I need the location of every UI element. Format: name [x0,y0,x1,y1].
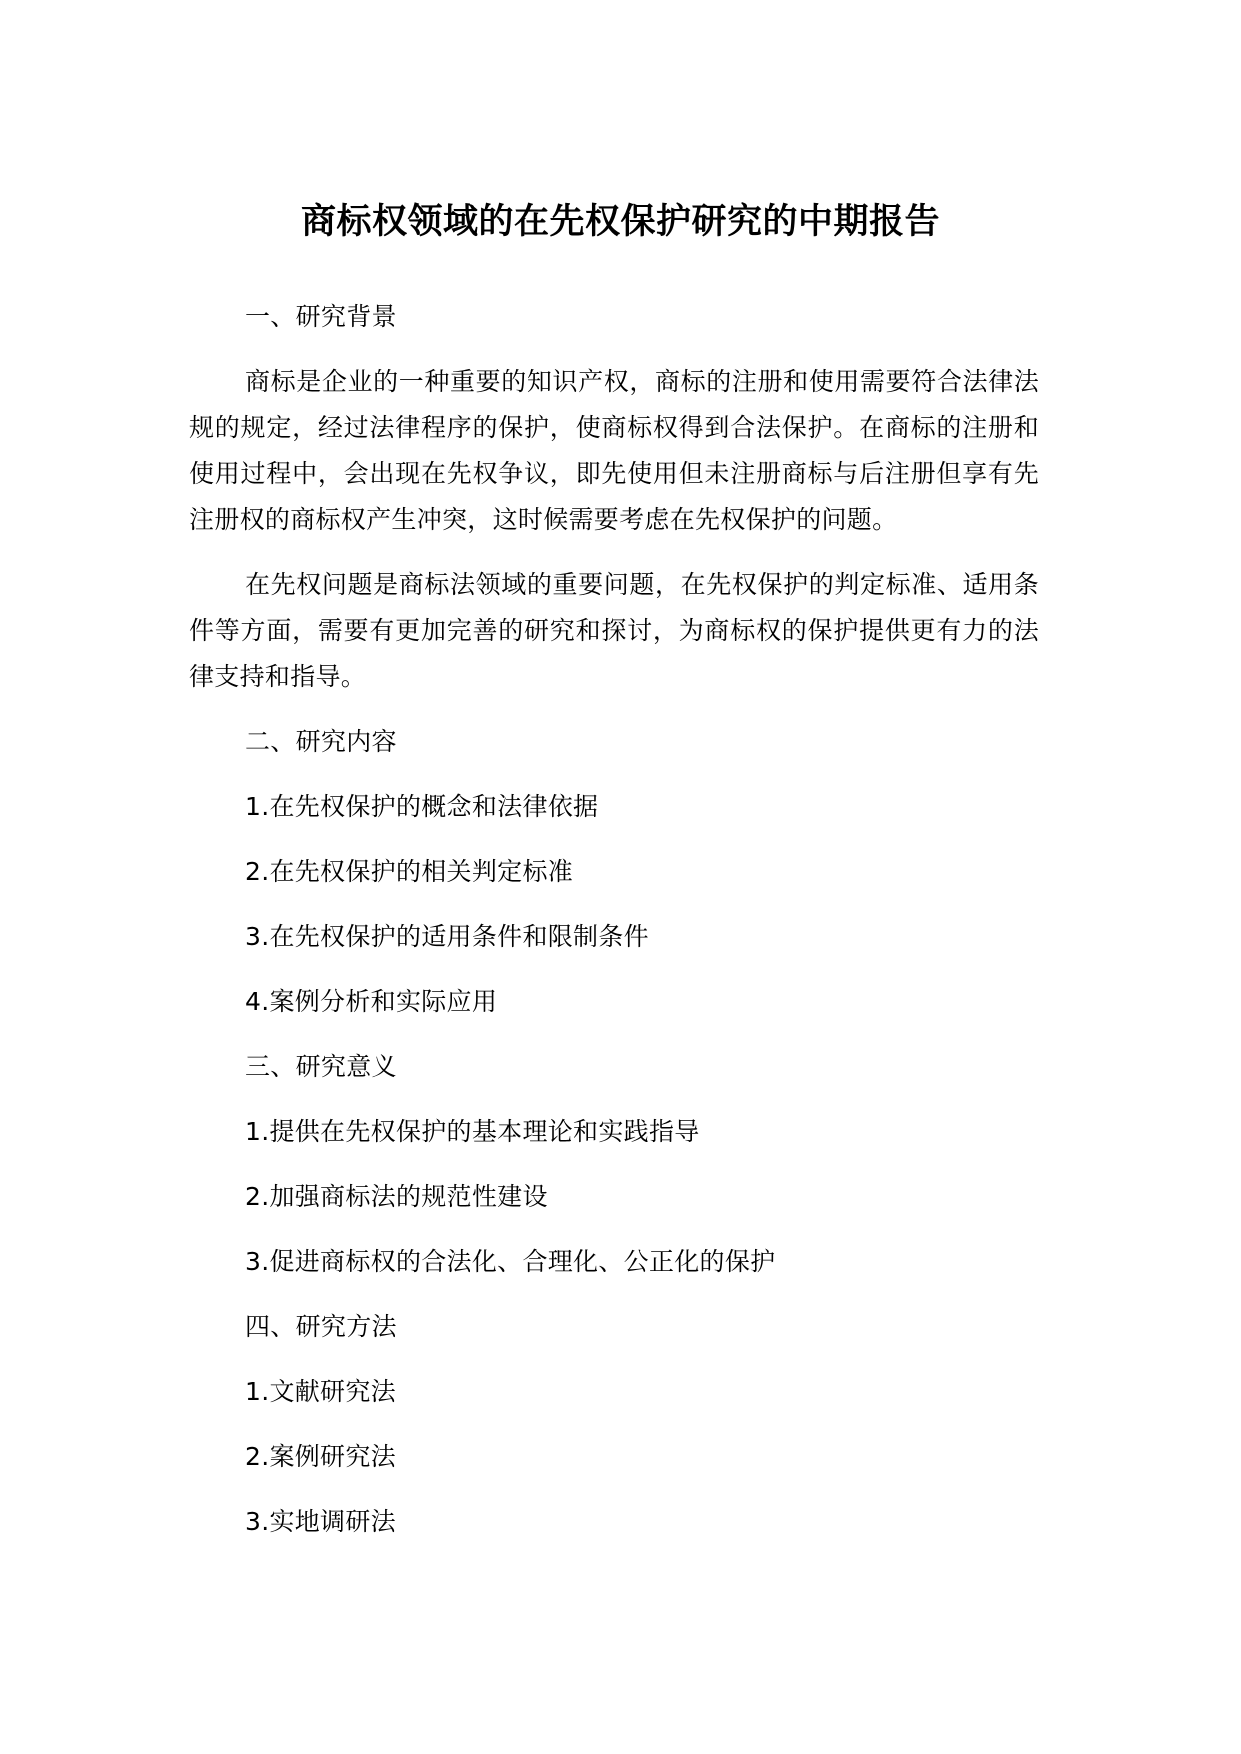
significance-item: 1.提供在先权保护的基本理论和实践指导 [245,1117,700,1146]
background-paragraph-1: 商标是企业的一种重要的知识产权，商标的注册和使用需要符合法律法规的规定，经过法律程序的保护，使商标权得到合法保护。在商标的注册和使用过程中，会出现在先权争议，即先使用但未注册商标与后注册但享有先注册权的商标权产生冲突，这时候需要考虑在先权保护的问题。 [189,367,1039,534]
method-item: 1.文献研究法 [245,1377,396,1406]
significance-item: 3.促进商标权的合法化、合理化、公正化的保护 [245,1247,776,1276]
content-item: 1.在先权保护的概念和法律依据 [245,792,599,821]
document-body [189,294,1039,1564]
section-heading-methods: 四、研究方法 [245,1312,397,1341]
document-title: 商标权领域的在先权保护研究的中期报告 [300,202,940,243]
method-item: 2.案例研究法 [245,1442,396,1471]
section-heading-significance: 三、研究意义 [245,1052,397,1081]
content-item: 2.在先权保护的相关判定标准 [245,857,574,886]
section-heading-background: 一、研究背景 [245,302,397,331]
background-paragraph-2: 在先权问题是商标法领域的重要问题，在先权保护的判定标准、适用条件等方面，需要有更加完善的研究和探讨，为商标权的保护提供更有力的法律支持和指导。 [189,570,1039,691]
significance-item: 2.加强商标法的规范性建设 [245,1182,548,1211]
method-item: 3.实地调研法 [245,1507,396,1536]
content-item: 4.案例分析和实际应用 [245,987,498,1016]
section-heading-content: 二、研究内容 [245,727,397,756]
content-item: 3.在先权保护的适用条件和限制条件 [245,922,649,951]
